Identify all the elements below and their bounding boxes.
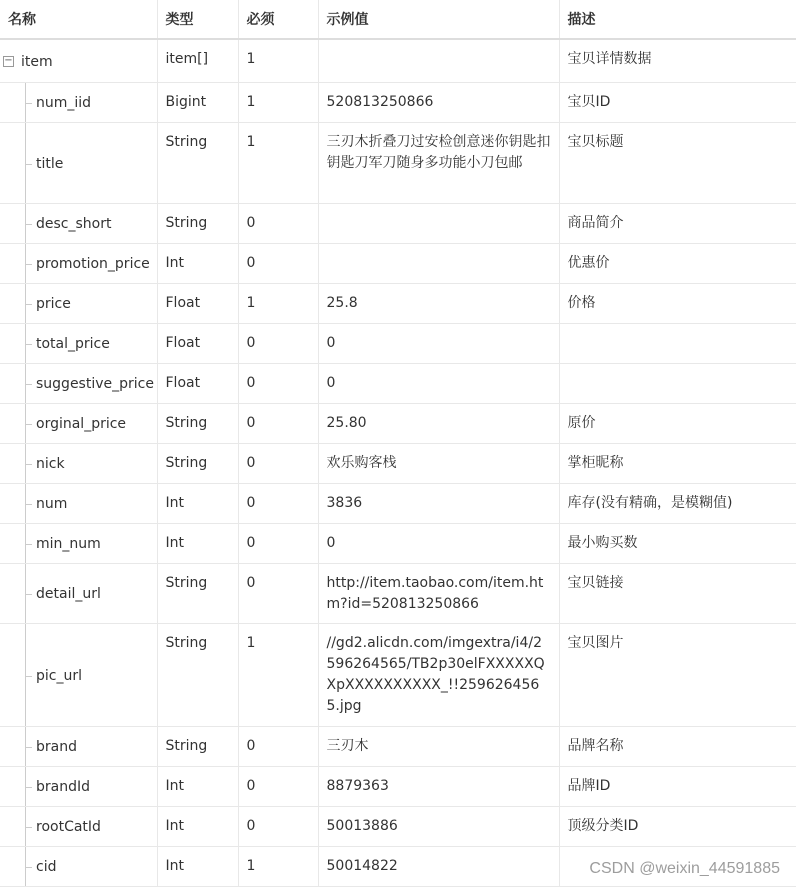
field-type: String	[157, 122, 238, 203]
field-name-cell	[0, 766, 157, 806]
table-row	[0, 806, 796, 846]
field-example: 三刃木折叠刀过安检创意迷你钥匙扣钥匙刀军刀随身多功能小刀包邮	[318, 122, 559, 203]
tree-branch	[26, 544, 32, 545]
field-required: 1	[238, 122, 318, 203]
table-row	[0, 523, 796, 563]
tree-branch	[26, 827, 32, 828]
field-type: Int	[157, 243, 238, 283]
field-example: http://item.taobao.com/item.htm?id=520813250866	[318, 563, 559, 623]
field-type: String	[157, 563, 238, 623]
field-name: total_price	[36, 335, 110, 352]
field-type: Int	[157, 523, 238, 563]
field-type: Bigint	[157, 82, 238, 122]
field-name: num	[36, 495, 68, 512]
field-required: 0	[238, 323, 318, 363]
field-required: 0	[238, 443, 318, 483]
tree-branch	[26, 264, 32, 265]
field-required: 0	[238, 363, 318, 403]
field-example: 25.80	[318, 403, 559, 443]
field-description: 价格	[559, 283, 796, 323]
field-type: String	[157, 403, 238, 443]
field-name: orginal_price	[36, 415, 127, 432]
field-description: 宝贝图片	[559, 623, 796, 726]
field-example	[318, 243, 559, 283]
field-description: 优惠价	[559, 243, 796, 283]
field-required: 0	[238, 203, 318, 243]
field-description	[559, 323, 796, 363]
tree-branch	[26, 594, 32, 595]
header-type: 类型	[157, 0, 238, 39]
field-description: 宝贝链接	[559, 563, 796, 623]
field-required: 0	[238, 726, 318, 766]
field-required: 0	[238, 563, 318, 623]
field-name: detail_url	[36, 585, 101, 602]
field-type: Float	[157, 363, 238, 403]
watermark: CSDN @weixin_44591885	[589, 860, 780, 877]
table-row	[0, 403, 796, 443]
field-type: String	[157, 443, 238, 483]
field-description: 宝贝ID	[559, 82, 796, 122]
field-name: min_num	[36, 535, 101, 552]
field-description: 品牌ID	[559, 766, 796, 806]
field-description: 品牌名称	[559, 726, 796, 766]
field-name: desc_short	[36, 215, 112, 232]
tree-branch	[26, 867, 32, 868]
field-required: 0	[238, 523, 318, 563]
tree-branch	[26, 676, 32, 677]
field-name-cell	[0, 363, 157, 403]
field-description: 库存(没有精确，是模糊值)	[559, 483, 796, 523]
field-example	[318, 39, 559, 82]
field-required: 0	[238, 766, 318, 806]
field-example: 0	[318, 363, 559, 403]
table-row	[0, 726, 796, 766]
field-name: brandId	[36, 778, 90, 795]
field-type: Int	[157, 483, 238, 523]
tree-branch	[26, 424, 32, 425]
field-name: cid	[36, 858, 57, 875]
table-row	[0, 122, 796, 203]
field-name-cell	[0, 523, 157, 563]
field-required: 1	[238, 623, 318, 726]
field-name: rootCatId	[36, 818, 101, 835]
field-example: 欢乐购客栈	[318, 443, 559, 483]
field-name-cell	[0, 563, 157, 623]
field-example: //gd2.alicdn.com/imgextra/i4/2596264565/TB2p30elFXXXXXQXpXXXXXXXXXX_!!2596264565.jpg	[318, 623, 559, 726]
header-description: 描述	[559, 0, 796, 39]
field-name-cell	[0, 623, 157, 726]
table-row	[0, 483, 796, 523]
table-body	[0, 39, 796, 886]
table-row	[0, 563, 796, 623]
field-name-cell[interactable]	[0, 39, 157, 82]
tree-branch	[26, 224, 32, 225]
header-name: 名称	[0, 0, 157, 39]
field-type: Float	[157, 283, 238, 323]
tree-branch	[26, 464, 32, 465]
field-type: Int	[157, 806, 238, 846]
header-example: 示例值	[318, 0, 559, 39]
field-type: String	[157, 726, 238, 766]
field-example	[318, 203, 559, 243]
field-required: 1	[238, 846, 318, 886]
table-row	[0, 283, 796, 323]
field-required: 0	[238, 483, 318, 523]
table-row	[0, 203, 796, 243]
field-name-cell	[0, 443, 157, 483]
field-name: price	[36, 295, 71, 312]
field-name-cell	[0, 806, 157, 846]
field-description: 顶级分类ID	[559, 806, 796, 846]
field-required: 0	[238, 806, 318, 846]
collapse-icon[interactable]: −	[4, 55, 13, 66]
table-row	[0, 363, 796, 403]
table-row	[0, 766, 796, 806]
field-description: 掌柜昵称	[559, 443, 796, 483]
field-name-cell	[0, 483, 157, 523]
field-name: suggestive_price	[36, 375, 154, 392]
field-name-cell	[0, 283, 157, 323]
field-description: 最小购买数	[559, 523, 796, 563]
tree-branch	[26, 384, 32, 385]
field-description: 宝贝详情数据	[559, 39, 796, 82]
field-type: item[]	[157, 39, 238, 82]
field-example: 0	[318, 323, 559, 363]
tree-branch	[26, 504, 32, 505]
tree-branch	[26, 103, 32, 104]
field-description	[559, 363, 796, 403]
field-name: item	[21, 54, 53, 70]
table-row	[0, 82, 796, 122]
field-name-cell	[0, 403, 157, 443]
field-example: 50013886	[318, 806, 559, 846]
field-name-cell	[0, 726, 157, 766]
tree-branch	[26, 747, 32, 748]
field-name-cell	[0, 203, 157, 243]
tree-branch	[26, 164, 32, 165]
field-required: 0	[238, 403, 318, 443]
field-required: 1	[238, 82, 318, 122]
field-required: 1	[238, 283, 318, 323]
table-row	[0, 243, 796, 283]
field-type: Float	[157, 323, 238, 363]
field-example: 三刃木	[318, 726, 559, 766]
header-required: 必须	[238, 0, 318, 39]
tree-branch	[26, 787, 32, 788]
tree-branch	[26, 344, 32, 345]
field-example: 8879363	[318, 766, 559, 806]
table-row	[0, 443, 796, 483]
field-example: 0	[318, 523, 559, 563]
field-type: String	[157, 203, 238, 243]
table-row	[0, 39, 796, 82]
field-example: 25.8	[318, 283, 559, 323]
field-name: pic_url	[36, 667, 82, 684]
header-row	[0, 0, 796, 39]
tree-branch	[26, 304, 32, 305]
field-example: 50014822	[318, 846, 559, 886]
field-description: 商品简介	[559, 203, 796, 243]
field-name-cell	[0, 243, 157, 283]
field-type: String	[157, 623, 238, 726]
table-row	[0, 323, 796, 363]
table-row	[0, 623, 796, 726]
field-name: title	[36, 155, 64, 172]
field-example: 3836	[318, 483, 559, 523]
field-example: 520813250866	[318, 82, 559, 122]
field-name-cell	[0, 122, 157, 203]
field-name-cell	[0, 323, 157, 363]
field-name-cell	[0, 846, 157, 886]
field-description: 宝贝标题	[559, 122, 796, 203]
field-name: brand	[36, 738, 77, 755]
field-type: Int	[157, 846, 238, 886]
field-name-cell	[0, 82, 157, 122]
field-name: promotion_price	[36, 255, 150, 272]
field-required: 0	[238, 243, 318, 283]
field-description: 原价	[559, 403, 796, 443]
field-name: nick	[36, 455, 65, 472]
field-type: Int	[157, 766, 238, 806]
field-required: 1	[238, 39, 318, 82]
field-name: num_iid	[36, 94, 92, 111]
